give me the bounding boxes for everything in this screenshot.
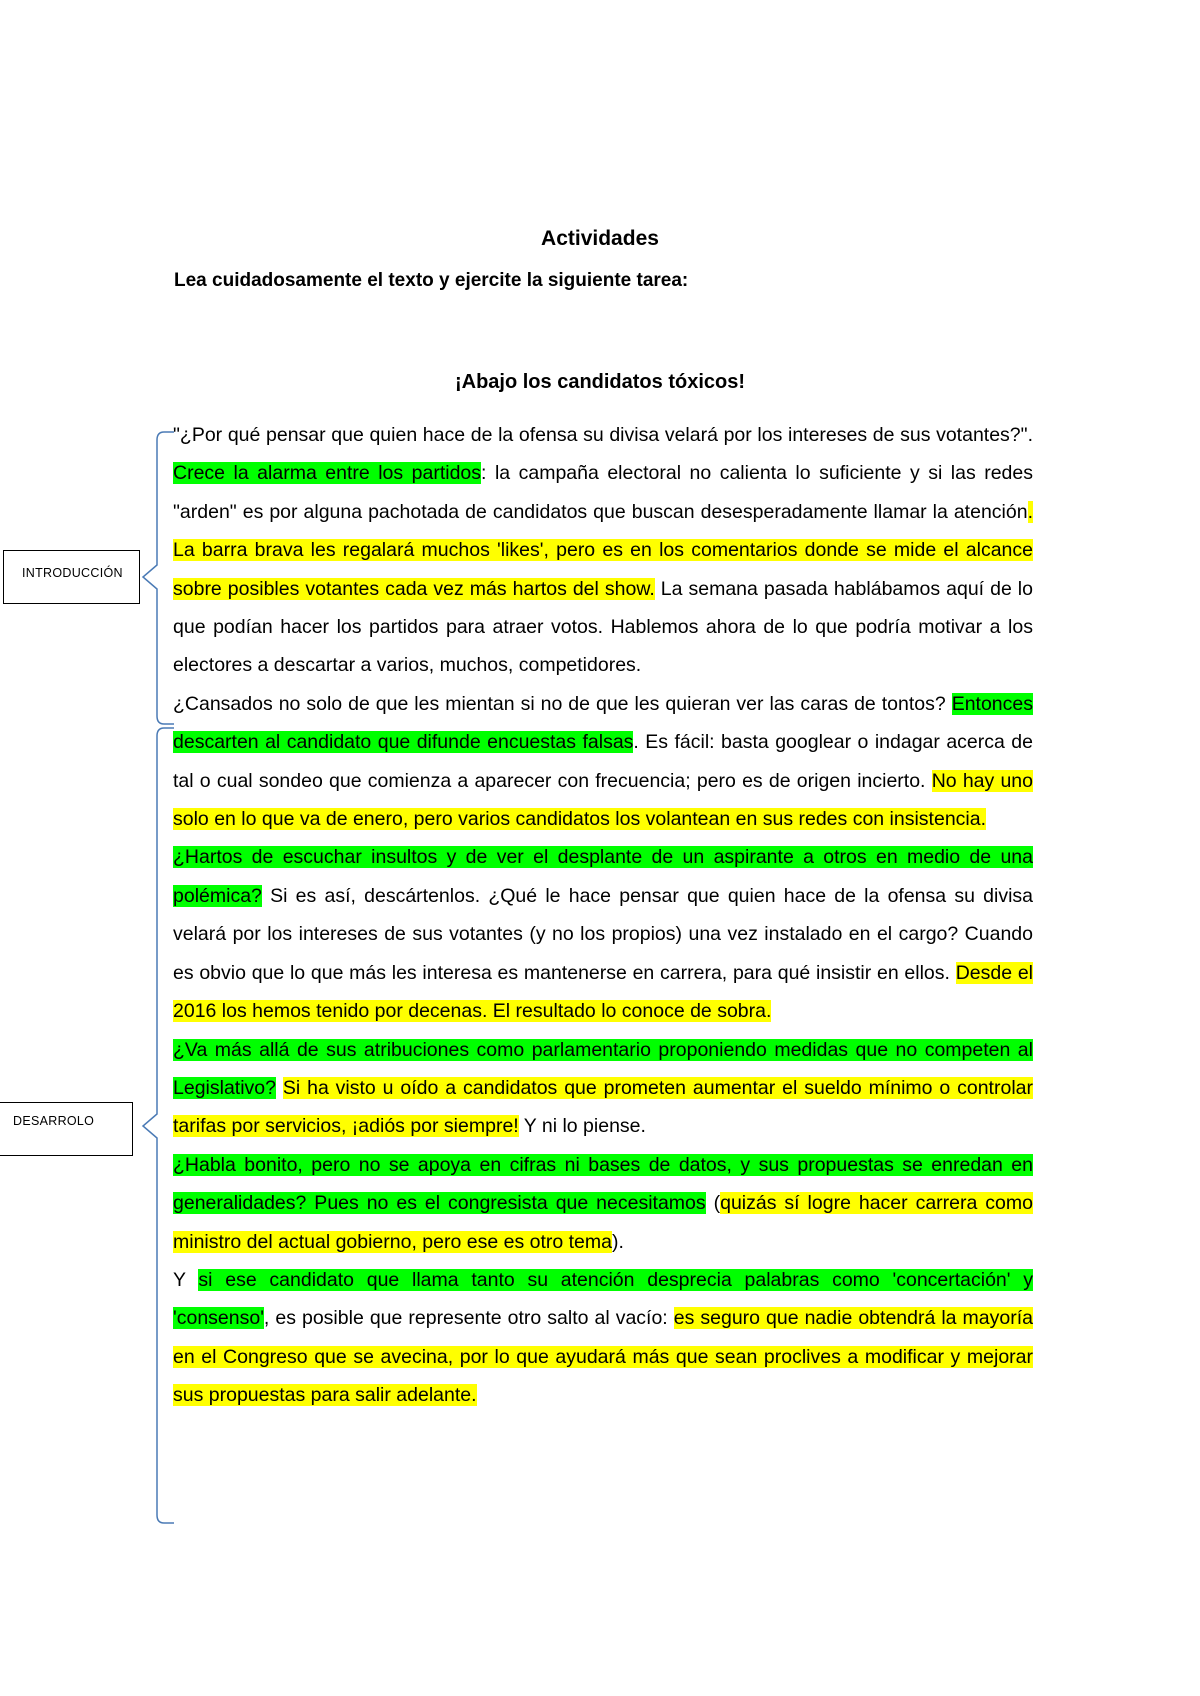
text-segment: ( (705, 1192, 721, 1215)
highlighted-text-green: ¿Habla bonito, pero no se apoya en cifras ni bases de datos, y sus propuestas se enredan en generalidades? Pues no es el congresista que necesitamos (173, 1153, 1033, 1215)
article-paragraph (173, 1146, 1033, 1261)
instruction-text: Lea cuidadosamente el texto y ejercite la siguiente tarea: (174, 270, 689, 291)
text-segment: La semana pasada hablábamos aquí de lo que podían hacer los partidos para atraer votos. Hablemos ahora de lo que podría motivar a los electores a descartar a varios, muchos, competidores. (173, 577, 1033, 677)
text-segment: Y ni lo piense. (518, 1115, 646, 1138)
page-title: Actividades (541, 227, 659, 250)
article-paragraph (173, 416, 1033, 685)
highlighted-text-yellow: Desde el 2016 los hemos tenido por decenas. El resultado lo conoce de sobra. (173, 961, 1033, 1023)
development-label-box (0, 1102, 133, 1156)
highlighted-text-green: Crece la alarma entre los partidos (173, 462, 482, 485)
article-paragraph (173, 1031, 1033, 1146)
article-title: ¡Abajo los candidatos tóxicos! (454, 371, 746, 393)
article-body (173, 416, 1033, 1415)
article-paragraph (173, 685, 1033, 839)
article-paragraph (173, 838, 1033, 1030)
highlighted-text-yellow: . La barra brava les regalará muchos 'likes', pero es en los comentarios donde se mide el alcance sobre posibles votantes cada vez más hartos del show. (173, 500, 1033, 600)
text-segment: ). (612, 1230, 624, 1253)
article-paragraph (173, 1261, 1033, 1415)
intro-label: INTRODUCCIÓN (22, 566, 123, 580)
intro-bracket (143, 432, 174, 724)
text-segment: Y (173, 1268, 199, 1291)
text-segment: : la campaña electoral no calienta lo suficiente y si las redes "arden" es por alguna pachotada de candidatos que buscan desesperadamente llamar la atención (173, 462, 1033, 523)
highlighted-text-yellow: Si ha visto u oído a candidatos que prometen aumentar el sueldo mínimo o controlar tarifas por servicios, ¡adiós por siempre! (173, 1076, 1033, 1138)
text-segment: ¿Cansados no solo de que les mientan si no de que les quieran ver las caras de tontos? (173, 692, 952, 715)
highlighted-text-green: ¿Hartos de escuchar insultos y de ver el desplante de un aspirante a otros en medio de una polémica? (173, 846, 1033, 907)
development-bracket (143, 728, 174, 1523)
intro-label-box (3, 550, 140, 604)
text-segment: . Es fácil: basta googlear o indagar acerca de tal o cual sondeo que comienza a aparecer con frecuencia; pero es de origen incierto. (173, 731, 1033, 792)
text-segment (276, 1077, 283, 1099)
text-segment: , es posible que represente otro salto al vacío: (263, 1307, 674, 1330)
highlighted-text-yellow: No hay uno solo en lo que va de enero, pero varios candidatos los volantean en sus redes con insistencia. (173, 769, 1033, 831)
highlighted-text-yellow: es seguro que nadie obtendrá la mayoría en el Congreso que se avecina, por lo que ayudará más que sean proclives a modificar y mejorar sus propuestas para salir adelante. (173, 1307, 1033, 1407)
highlighted-text-yellow: quizás sí logre hacer carrera como ministro del actual gobierno, pero ese es otro tema (173, 1192, 1033, 1253)
highlighted-text-green: Entonces descarten al candidato que difunde encuestas falsas (173, 692, 1033, 754)
text-segment: "¿Por qué pensar que quien hace de la ofensa su divisa velará por los intereses de sus votantes?". (173, 424, 1033, 446)
highlighted-text-green: ¿Va más allá de sus atribuciones como parlamentario proponiendo medidas que no competen al Legislativo? (173, 1038, 1033, 1099)
text-segment: Si es así, descártenlos. ¿Qué le hace pensar que quien hace de la ofensa su divisa velará por los intereses de sus votantes (y no los propios) una vez instalado en el cargo? Cuando es obvio que lo que más les interesa es mantenerse en carrera, para qué insistir en ellos. (173, 884, 1033, 984)
highlighted-text-green: si ese candidato que llama tanto su atención desprecia palabras como 'concertación' y 'consenso' (173, 1268, 1033, 1330)
development-label: DESARROLO (13, 1114, 95, 1128)
